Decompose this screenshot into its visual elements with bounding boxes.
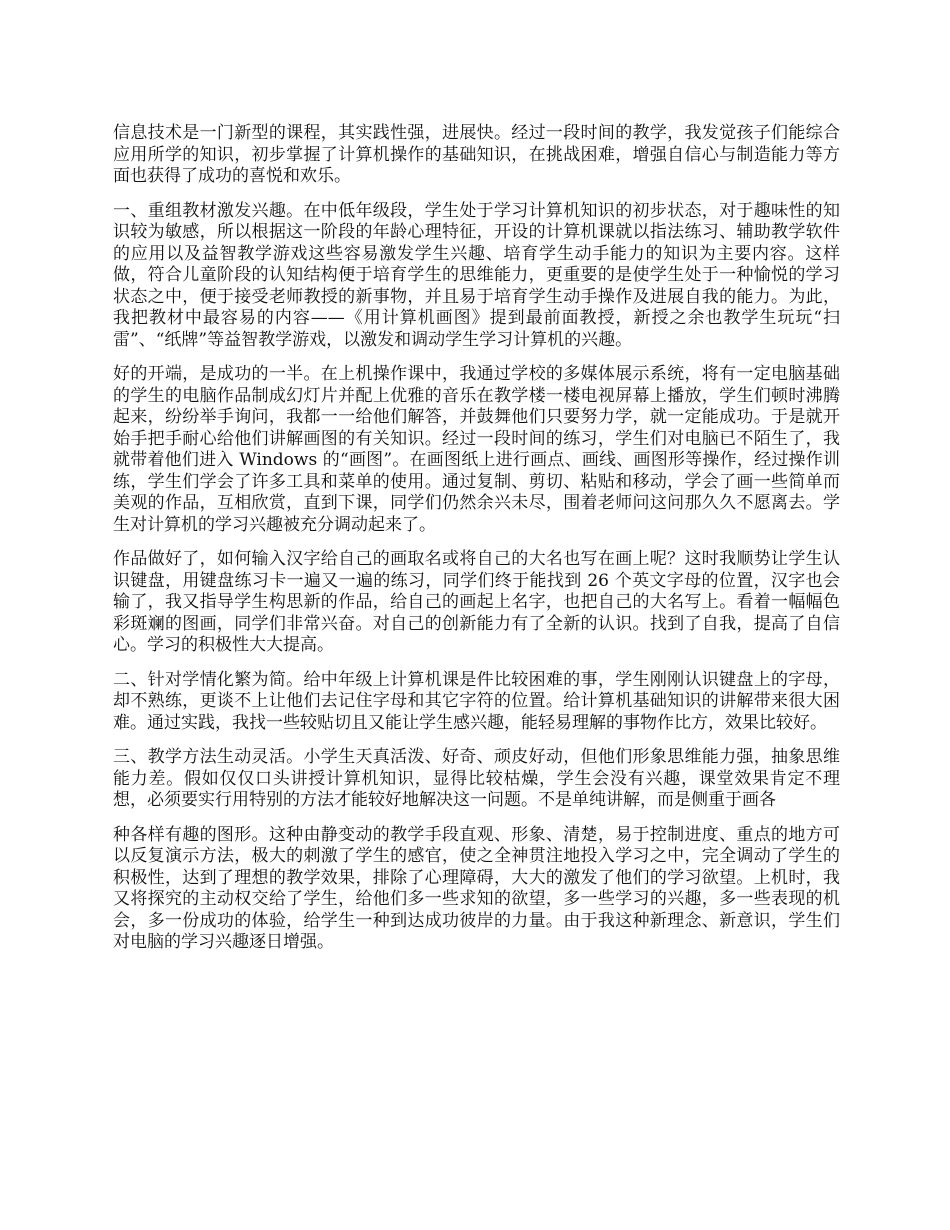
paragraph-section-two: 二、针对学情化繁为简。给中年级上计算机课是件比较困难的事，学生刚刚认识键盘上的字母，却不熟练，更谈不上让他们去记住字母和其它字符的位置。给计算机基础知识的讲解带来很大困难。通过实践，我找一些较贴切且又能让学生感兴趣，能轻易理解的事物作比方，效果比较好。 <box>113 669 840 733</box>
paragraph-typing: 作品做好了，如何输入汉字给自己的画取名或将自己的大名也写在画上呢？这时我顺势让学生认识键盘，用键盘练习卡一遍又一遍的练习，同学们终于能找到 26 个英文字母的位置，汉字也会输了，我又指导学生构思新的作品，给自己的画起上名字，也把自己的大名写上。看着一幅幅色彩斑斓的图画，同学们非常兴奋。对自己的创新能力有了全新的认识。找到了自我，提高了自信心。学习的积极性大大提高。 <box>113 549 840 655</box>
paragraph-intro: 信息技术是一门新型的课程，其实践性强，进展快。经过一段时间的教学，我发觉孩子们能综合应用所学的知识，初步掌握了计算机操作的基础知识，在挑战困难，增强自信心与制造能力等方面也获得了成功的喜悦和欢乐。 <box>113 123 840 186</box>
document-body <box>113 123 840 967</box>
paragraph-section-one: 一、重组教材激发兴趣。在中低年级段，学生处于学习计算机知识的初步状态，对于趣味性的知识较为敏感，所以根据这一阶段的年龄心理特征，开设的计算机课就以指法练习、辅助教学软件的应用以及益智教学游戏这些容易激发学生兴趣、培育学生动手能力的知识为主要内容。这样做，符合儿童阶段的认知结构便于培育学生的思维能力，更重要的是使学生处于一种愉悦的学习状态之中，便于接受老师教授的新事物，并且易于培育学生动手操作及进展自我的能力。为此，我把教材中最容易的内容——《用计算机画图》提到最前面教授，新授之余也教学生玩玩“扫雷”、“纸牌”等益智教学游戏，以激发和调动学生学习计算机的兴趣。 <box>113 200 840 350</box>
paragraph-section-three: 三、教学方法生动灵活。小学生天真活泼、好奇、顽皮好动，但他们形象思维能力强，抽象思维能力差。假如仅仅口头讲授计算机知识，显得比较枯燥，学生会没有兴趣，课堂效果肯定不理想，必须要实行用特别的方法才能较好地解决这一问题。不是单纯讲解，而是侧重于画各 <box>113 747 840 810</box>
paragraph-good-start: 好的开端，是成功的一半。在上机操作课中，我通过学校的多媒体展示系统，将有一定电脑基础的学生的电脑作品制成幻灯片并配上优雅的音乐在教学楼一楼电视屏幕上播放，学生们顿时沸腾起来，纷纷举手询问，我都一一给他们解答，并鼓舞他们只要努力学，就一定能成功。于是就开始手把手耐心给他们讲解画图的有关知识。经过一段时间的练习，学生们对电脑已不陌生了，我就带着他们进入 Windows 的“画图”。在画图纸上进行画点、画线、画图形等操作，经过操作训练，学生们学会了许多工具和菜单的使用。通过复制、剪切、粘贴和移动，学会了画一些简单而美观的作品，互相欣赏，直到下课，同学们仍然余兴未尽，围着老师问这问那久久不愿离去。学生对计算机的学习兴趣被充分调动起来了。 <box>113 364 840 535</box>
paragraph-section-three-continued: 种各样有趣的图形。这种由静变动的教学手段直观、形象、清楚，易于控制进度、重点的地方可以反复演示方法，极大的刺激了学生的感官，使之全神贯注地投入学习之中，完全调动了学生的积极性，达到了理想的教学效果，排除了心理障碍，大大的激发了他们的学习欲望。上机时，我又将探究的主动权交给了学生，给他们多一些求知的欲望，多一些学习的兴趣，多一些表现的机会，多一份成功的体验，给学生一种到达成功彼岸的力量。由于我这种新理念、新意识，学生们对电脑的学习兴趣逐日增强。 <box>113 824 840 952</box>
